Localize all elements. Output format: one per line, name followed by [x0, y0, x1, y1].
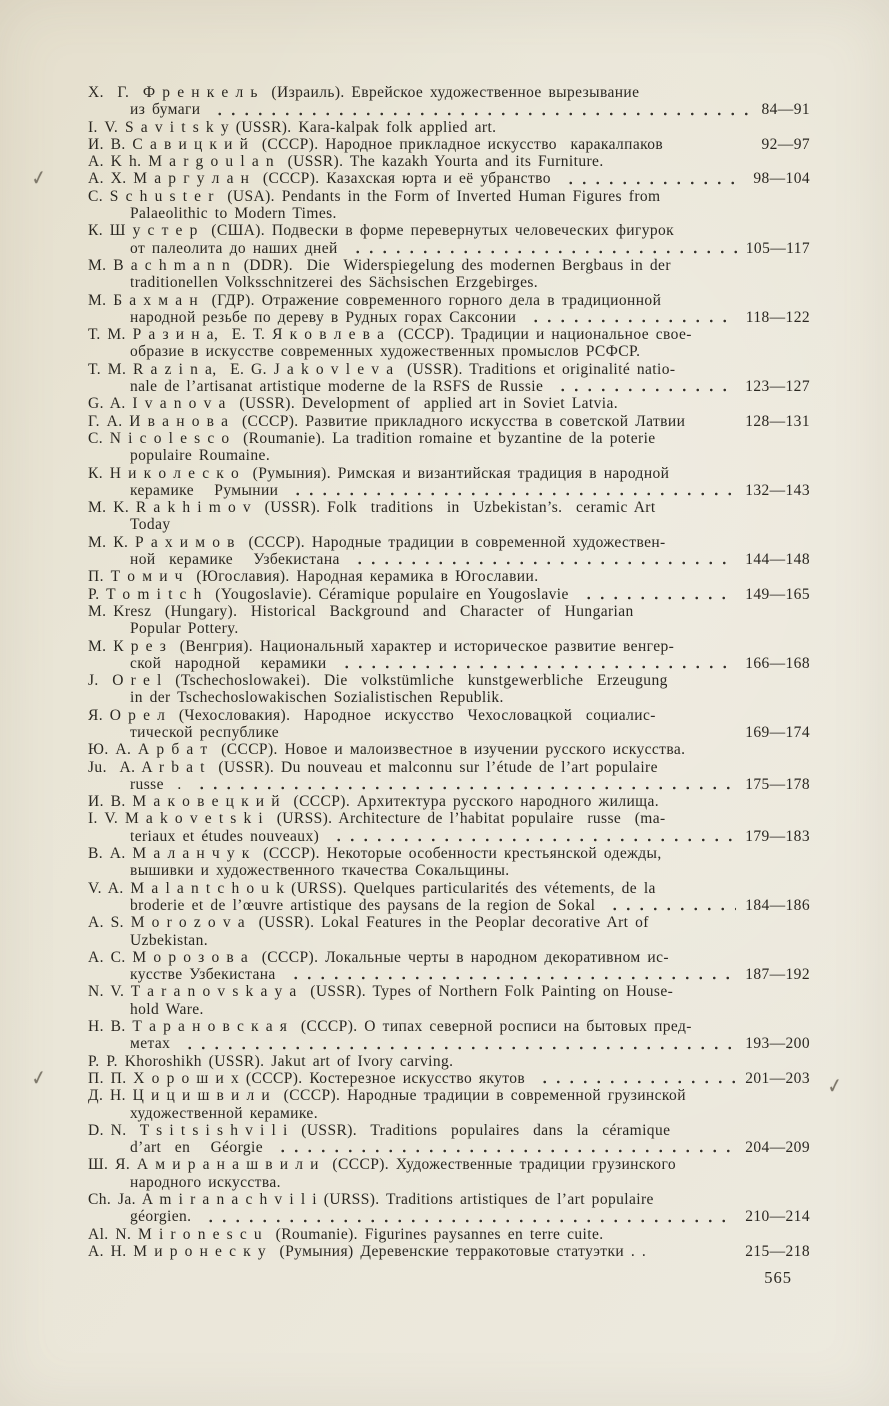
toc-line: [88, 430, 810, 447]
toc-line: [88, 326, 810, 343]
entry-text: народного искусства.: [130, 1173, 281, 1191]
entry-text: M. K. R a k h i m o v (USSR). Folk traditions in Uzbekistan’s. ceramic Art: [88, 499, 656, 517]
entry-text: I. V. M a k o v e t s k i (URSS). Architecture de l’habitat populaire russe (ma-: [88, 810, 666, 828]
entry-text: géorgien.: [130, 1208, 192, 1226]
entry-text: Uzbekistan.: [130, 931, 209, 949]
toc-line: [88, 1243, 810, 1260]
toc-line: [88, 482, 810, 499]
page-range: 128—131: [745, 412, 810, 430]
toc-line: [88, 551, 810, 568]
pencil-checkmark-icon: ✓: [30, 165, 48, 192]
toc-line: [88, 361, 810, 378]
entry-text: А. Н. М и р о н е с к у (Румыния) Деревенские терракотовые статуэтки . .: [88, 1242, 647, 1260]
entry-text: тической республике: [130, 723, 280, 741]
entry-text: V. A. M a l a n t c h o u k (URSS). Quelques particularités des vétements, de la: [88, 879, 656, 897]
entry-text: in der Tschechoslowakischen Sozialistischen Republik.: [130, 689, 504, 707]
toc-line: [88, 1226, 810, 1243]
page-range: 132—143: [745, 481, 810, 499]
dot-leader: [580, 586, 736, 603]
entry-text: russe .: [130, 775, 182, 793]
toc-line: [88, 1122, 810, 1139]
entry-text: d’art en Géorgie: [130, 1139, 264, 1157]
page-range: 118—122: [745, 308, 810, 326]
toc-line: [88, 707, 810, 724]
toc-line: [88, 620, 810, 637]
entry-text: К. Ш у с т е р (США). Подвески в форме перевернутых человеческих фигурок: [88, 222, 675, 240]
entry-text: вышивки и художественного ткачества Сокальщины.: [130, 862, 510, 880]
entry-text: M. Kresz (Hungary). Historical Background and Character of Hungarian: [88, 602, 634, 620]
entry-text: А. С. М о р о з о в а (СССР). Локальные черты в народном декоративном ис-: [88, 948, 669, 966]
entry-text: народной резьбе по дереву в Рудных горах Саксонии: [130, 308, 517, 326]
entry-text: T. M. R a z i n a, E. G. J a k o v l e v a (USSR). Traditions et originalité natio-: [88, 360, 676, 378]
dot-leader: [330, 828, 736, 845]
toc-line: [88, 84, 810, 101]
toc-line: [88, 222, 810, 239]
toc-line: [88, 949, 810, 966]
toc-line: [88, 914, 810, 931]
toc-line: [88, 188, 810, 205]
page-range: 92—97: [761, 135, 810, 153]
toc-line: [88, 828, 810, 845]
page-range: 187—192: [745, 966, 810, 984]
toc-line: [88, 603, 810, 620]
entry-text: Popular Pottery.: [130, 620, 239, 638]
entry-text: hold Ware.: [130, 1000, 204, 1018]
toc-line: [88, 1035, 810, 1052]
entry-text: Т. М. Р а з и н а, Е. Т. Я к о в л е в а (СССР). Традиции и национальное свое-: [88, 326, 692, 344]
dot-leader: [527, 309, 736, 326]
dot-leader: [287, 966, 736, 983]
dot-leader: [562, 170, 744, 187]
toc-line: [88, 378, 810, 395]
entry-text: G. A. I v a n o v a (USSR). Development of applied art in Soviet Latvia.: [88, 395, 619, 413]
entry-text: Al. N. M i r o n e s c u (Roumanie). Figurines paysannes en terre cuite.: [88, 1225, 604, 1243]
page-range: 210—214: [745, 1208, 810, 1226]
toc-line: [88, 1001, 810, 1018]
dot-leader: [351, 551, 736, 568]
entry-text: P. P. Khoroshikh (USSR). Jakut art of Ivory carving.: [88, 1052, 454, 1070]
entry-text: от палеолита до наших дней: [130, 239, 338, 257]
toc-line: [88, 343, 810, 360]
entry-text: A. S. M o r o z o v a (USSR). Lokal Features in the Peoplar decorative Art of: [88, 914, 649, 932]
toc-line: [88, 983, 810, 1000]
toc-line: [88, 240, 810, 257]
entry-text: C. S c h u s t e r (USA). Pendants in the Form of Inverted Human Figures from: [88, 187, 661, 205]
toc-line: [88, 724, 810, 741]
entry-text: М. К р е з (Венгрия). Национальный характер и историческое развитие венгер-: [88, 637, 675, 655]
toc-line: [88, 1139, 810, 1156]
entry-text: Д. Н. Ц и ц и ш в и л и (СССР). Народные традиции в современной грузинской: [88, 1087, 686, 1105]
entry-text: М. К. Р а х и м о в (СССР). Народные традиции в современной художествен-: [88, 533, 666, 551]
toc-line: [88, 655, 810, 672]
toc-line: [88, 465, 810, 482]
dot-leader: [193, 776, 737, 793]
dot-leader: [202, 1208, 736, 1225]
page-range: 144—148: [745, 551, 810, 569]
entry-text: Ch. Ja. A m i r a n a c h v i l i (URSS). Traditions artistiques de l’art populaire: [88, 1191, 654, 1208]
pencil-checkmark-icon: ✓: [30, 1065, 48, 1091]
toc-line: [88, 586, 810, 603]
page-range: 123—127: [745, 378, 810, 396]
toc-line: [88, 1087, 810, 1104]
page-range: 201—203: [745, 1069, 810, 1087]
toc-line: [88, 447, 810, 464]
entry-text: populaire Roumaine.: [130, 447, 271, 465]
page-range: 105—117: [745, 239, 810, 257]
toc-line: [88, 638, 810, 655]
entry-text: И. В. С а в и ц к и й (СССР). Народное прикладное искусство каракалпаков: [88, 135, 664, 153]
toc-line: [88, 516, 810, 533]
toc-line: [88, 274, 810, 291]
toc-line: [88, 776, 810, 793]
toc-line: [88, 1156, 810, 1173]
dot-leader: [211, 101, 752, 118]
toc-line: [88, 862, 810, 879]
toc-line: [88, 845, 810, 862]
entry-text: Ju. A. A r b a t (USSR). Du nouveau et malconnu sur l’étude de l’art populaire: [88, 758, 658, 776]
toc-line: [88, 1174, 810, 1191]
toc-line: [30, 165, 810, 192]
entry-text: Н. В. Т а р а н о в с к а я (СССР). О типах северной росписи на бытовых пред-: [88, 1018, 692, 1036]
page-range: 98—104: [753, 170, 810, 188]
toc-line: [88, 932, 810, 949]
entry-text: керамике Румынии: [130, 481, 279, 499]
toc-line: [88, 499, 810, 516]
entry-text: П. П. Х о р о ш и х (СССР). Костерезное искусство якутов: [88, 1069, 526, 1087]
toc-line: [88, 395, 810, 412]
entry-text: N. V. T a r a n o v s k a y a (USSR). Types of Northern Folk Painting on House-: [88, 983, 674, 1001]
page-range: 84—91: [761, 101, 810, 119]
entry-text: И. В. М а к о в е ц к и й (СССР). Архитектура русского народного жилища.: [88, 793, 660, 811]
entry-text: А. Х. М а р г у л а н (СССР). Казахская юрта и её убранство: [88, 170, 551, 188]
toc-line: [88, 257, 810, 274]
page-range: 184—186: [745, 896, 810, 914]
toc-line: [88, 966, 810, 983]
toc-line: [88, 793, 810, 810]
entry-text: В. А. М а л а н ч у к (СССР). Некоторые особенности крестьянской одежды,: [88, 845, 662, 863]
pencil-checkmark-icon: ✓: [826, 1073, 844, 1099]
entry-text: J. O r e l (Tschechoslowakei). Die volkstümliche kunstgewerbliche Erzeugung: [88, 672, 668, 690]
entry-text: Ю. А. А р б а т (СССР). Новое и малоизвестное в изучении русского искусства.: [88, 741, 686, 759]
entry-text: из бумаги: [130, 101, 201, 119]
page-range: 215—218: [745, 1242, 810, 1260]
entry-text: traditionellen Volksschnitzerei des Sächsischen Erzgebirges.: [130, 274, 539, 292]
toc-line: [88, 101, 810, 118]
entry-text: Г. А. И в а н о в а (СССР). Развитие прикладного искусства в советской Латвии: [88, 412, 686, 430]
page-range: 204—209: [745, 1139, 810, 1157]
toc-line: [88, 413, 810, 430]
toc-line: [88, 1191, 810, 1208]
entry-text: метах: [130, 1035, 171, 1053]
page-range: 169—174: [745, 723, 810, 741]
entry-text: D. N. T s i t s i s h v i l i (USSR). Traditions populaires dans la céramique: [88, 1121, 671, 1139]
toc-line: [88, 1208, 810, 1225]
entry-text: М. Б а х м а н (ГДР). Отражение современного горного дела в традиционной: [88, 291, 662, 309]
entry-text: ной керамике Узбекистана: [130, 551, 340, 569]
toc-line: [88, 1018, 810, 1035]
toc-line: [88, 292, 810, 309]
page-range: 175—178: [745, 775, 810, 793]
toc-line: [88, 759, 810, 776]
page-range: 179—183: [745, 827, 810, 845]
toc-line: [88, 810, 810, 827]
dot-leader: [181, 1035, 736, 1052]
entry-text: П. Т о м и ч (Югославия). Народная керамика в Югославии.: [88, 568, 539, 586]
entry-text: ской народной керамики: [130, 654, 327, 672]
page-number: 565: [764, 1268, 792, 1287]
page-range: 149—165: [745, 585, 810, 603]
entry-text: Я. О р е л (Чехословакия). Народное искусство Чехословацкой социалис-: [88, 706, 656, 724]
entry-text: A. K h. M a r g o u l a n (USSR). The kazakh Yourta and its Furniture.: [88, 153, 604, 171]
entry-text: broderie et de l’œuvre artistique des paysans de la region de Sokal: [130, 896, 596, 914]
entry-text: Ш. Я. А м и р а н а ш в и л и (СССР). Художественные традиции грузинского: [88, 1156, 676, 1174]
dot-leader: [536, 1070, 736, 1087]
toc-line: [88, 205, 810, 222]
dot-leader: [289, 482, 736, 499]
entry-text: Today: [130, 516, 171, 534]
entry-text: образие в искусстве современных художественных промыслов РСФСР.: [130, 343, 641, 361]
dot-leader: [274, 1139, 736, 1156]
entry-text: P. T o m i t c h (Yougoslavie). Céramique populaire en Yougoslavie: [88, 585, 569, 603]
toc-line: [88, 153, 810, 170]
entry-text: C. N i c o l e s c o (Roumanie). La tradition romaine et byzantine de la poterie: [88, 429, 656, 447]
entry-text: кусстве Узбекистана: [130, 966, 276, 984]
toc-line: [88, 897, 810, 914]
toc-line: [88, 568, 810, 585]
dot-leader: [554, 378, 736, 395]
entry-text: Х. Г. Ф р е н к е л ь (Израиль). Еврейское художественное вырезывание: [88, 84, 640, 101]
entry-text: Palaeolithic to Modern Times.: [130, 205, 337, 223]
page-range: 193—200: [745, 1035, 810, 1053]
toc-list: [30, 84, 844, 1260]
entry-text: художественной керамике.: [130, 1104, 318, 1122]
entry-text: M. B a c h m a n n (DDR). Die Widerspiegelung des modernen Bergbaus in der: [88, 256, 671, 274]
toc-line: [88, 534, 810, 551]
toc-line: [88, 1053, 810, 1070]
toc-line: [88, 741, 810, 758]
dot-leader: [606, 897, 736, 914]
toc-line: [88, 672, 810, 689]
toc-line: [88, 1105, 810, 1122]
dot-leader: [338, 655, 737, 672]
page-range: 166—168: [745, 654, 810, 672]
entry-text: I. V. S a v i t s k y (USSR). Kara-kalpak folk applied art.: [88, 118, 497, 136]
toc-line: [88, 689, 810, 706]
toc-line: [88, 309, 810, 326]
entry-text: teriaux et études nouveaux): [130, 827, 320, 845]
dot-leader: [349, 240, 737, 257]
toc-line: [88, 880, 810, 897]
entry-text: nale de l’artisanat artistique moderne de la RSFS de Russie: [130, 378, 544, 396]
entry-text: К. Н и к о л е с к о (Румыния). Римская и византийская традиция в народной: [88, 464, 670, 482]
toc-line: [88, 136, 810, 153]
toc-line: [88, 119, 810, 136]
